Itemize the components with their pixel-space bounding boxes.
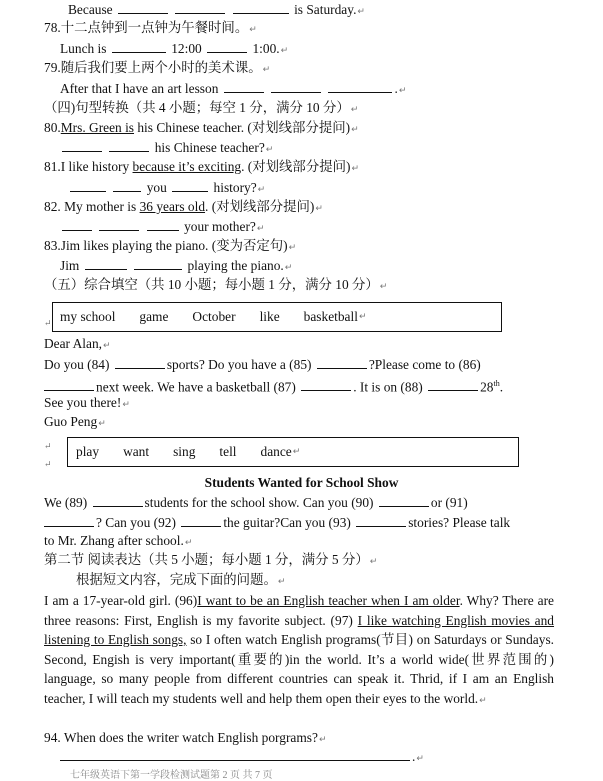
q80-answer-line: his Chinese teacher?↵ (60, 138, 273, 159)
letter-line-1: Do you (84) sports? Do you have a (85) ?Please come to (86) (44, 357, 481, 372)
q81-underlined: because it’s exciting (132, 159, 242, 174)
section-4-heading: （四)句型转换（共 4 小题；每空 1 分，满分 10 分）↵ (44, 100, 359, 115)
notice-line-3: to Mr. Zhang after school.↵ (44, 533, 193, 548)
q80-underlined: Mrs. Green is (60, 120, 135, 135)
q81-answer-line: you history?↵ (68, 178, 265, 199)
passage-underlined-97: I like watching English movies and listening to English songs, (44, 612, 555, 647)
blank-94[interactable] (60, 747, 410, 761)
word-bank-item: my school (60, 309, 116, 324)
notice-title: Students Wanted for School Show (204, 475, 399, 490)
q79-prompt: 79.随后我们要上两个小时的美术课。↵ (44, 60, 271, 75)
q77-answer-line: Because is Saturday.↵ (68, 2, 365, 17)
blank-83b[interactable] (134, 256, 182, 270)
letter-greeting: Dear Alan,↵ (44, 336, 111, 351)
blank-78a[interactable] (112, 39, 166, 53)
blank-90[interactable] (379, 493, 429, 507)
q77-because: Because (68, 2, 113, 17)
q82-answer-line: your mother?↵ (60, 217, 264, 238)
q77-saturday: is Saturday. (294, 2, 357, 17)
q79-answer-line: After that I have an art lesson .↵ (60, 81, 407, 96)
blank-79b[interactable] (271, 79, 321, 93)
letter-line-2: next week. We have a basketball (87) . It is on (88) 28th. (44, 375, 503, 396)
blank-86[interactable] (44, 377, 94, 391)
q82-prompt: 82. My mother is 36 years old. (对划线部分提问)↵ (44, 199, 323, 214)
blank-92[interactable] (181, 513, 221, 527)
q94-answer-line: .↵ (60, 747, 424, 768)
notice-line-1: We (89) students for the school show. Can you (90) or (91) (44, 495, 468, 510)
word-bank-item: like (259, 309, 280, 324)
word-bank-item: game (139, 309, 169, 324)
blank-77b[interactable] (175, 0, 225, 14)
notice-line-2: ? Can you (92) the guitar?Can you (93) stories? Please talk (44, 513, 510, 532)
section-5-heading: （五）综合填空（共 10 小题；每小题 1 分，满分 10 分）↵ (44, 277, 388, 292)
q78-prompt: 78.十二点钟到一点钟为午餐时间。↵ (44, 20, 257, 35)
part-2-heading: 第二节 阅读表达（共 5 小题；每小题 1 分，满分 5 分）↵ (44, 552, 378, 567)
blank-80b[interactable] (109, 138, 149, 152)
blank-89[interactable] (93, 493, 143, 507)
q80-prompt: 80.Mrs. Green is his Chinese teacher. (对划线部分提问)↵ (44, 120, 359, 135)
letter-signature: Guo Peng↵ (44, 414, 106, 429)
word-bank-item: tell (219, 444, 237, 459)
q83-prompt: 83.Jim likes playing the piano. (变为否定句)↵ (44, 238, 297, 253)
word-bank-item: want (123, 444, 150, 459)
part-2-instruction: 根据短文内容，完成下面的问题。↵ (76, 572, 286, 587)
q94-question: 94. When does the writer watch English porgrams?↵ (44, 730, 327, 745)
q78-answer-line: Lunch is 12:00 1:00.↵ (60, 41, 289, 56)
blank-80a[interactable] (62, 138, 102, 152)
letter-line-3: See you there!↵ (44, 395, 130, 410)
word-bank-box-2: play want sing tell dance ↵ (67, 437, 519, 467)
word-bank-item: play (76, 444, 100, 459)
word-bank-item: basketball (303, 309, 358, 324)
blank-85[interactable] (317, 355, 367, 369)
page-footer: 七年级英语下第一学段检测试题第 2 页 共 7 页 (70, 770, 273, 781)
word-bank-box-1: my school game October like basketball ↵ (52, 302, 502, 332)
q83-answer-line: Jim playing the piano.↵ (60, 258, 293, 273)
blank-83a[interactable] (85, 256, 127, 270)
blank-77c[interactable] (233, 0, 289, 14)
word-bank-item: October (192, 309, 236, 324)
blank-84[interactable] (115, 355, 165, 369)
passage-underlined-96: I want to be an English teacher when I am older (197, 593, 460, 608)
blank-78b[interactable] (207, 39, 247, 53)
blank-79a[interactable] (224, 79, 264, 93)
blank-88[interactable] (428, 377, 478, 391)
blank-81a[interactable] (70, 178, 106, 192)
blank-77a[interactable] (118, 0, 168, 14)
blank-81c[interactable] (172, 178, 208, 192)
blank-81b[interactable] (113, 178, 141, 192)
blank-79c[interactable] (328, 79, 392, 93)
reading-passage: I am a 17-year-old girl. (96)I want to be an English teacher when I am older. Why? There are three reasons: First, English is my favorite subject. (97) I like watching English movies and listening to English songs, so I often watch English programs(节目) on Saturdays or Sundays. Second, Engish is very important(重要的)in the world. It’s a world wide(世界范围的) language, so many people from different countries can speak it. Thrid, if I am an English teacher, I will teach my students well and help them open their eyes to the world.↵ (44, 593, 555, 706)
blank-82b[interactable] (99, 217, 139, 231)
word-bank-item: dance (260, 444, 292, 459)
q82-underlined: 36 years old (139, 199, 206, 214)
blank-93[interactable] (356, 513, 406, 527)
q81-prompt: 81.I like history because it’s exciting. (对划线部分提问)↵ (44, 159, 360, 174)
blank-87[interactable] (301, 377, 351, 391)
blank-91[interactable] (44, 513, 94, 527)
blank-82a[interactable] (62, 217, 92, 231)
blank-82c[interactable] (147, 217, 179, 231)
word-bank-item: sing (173, 444, 196, 459)
